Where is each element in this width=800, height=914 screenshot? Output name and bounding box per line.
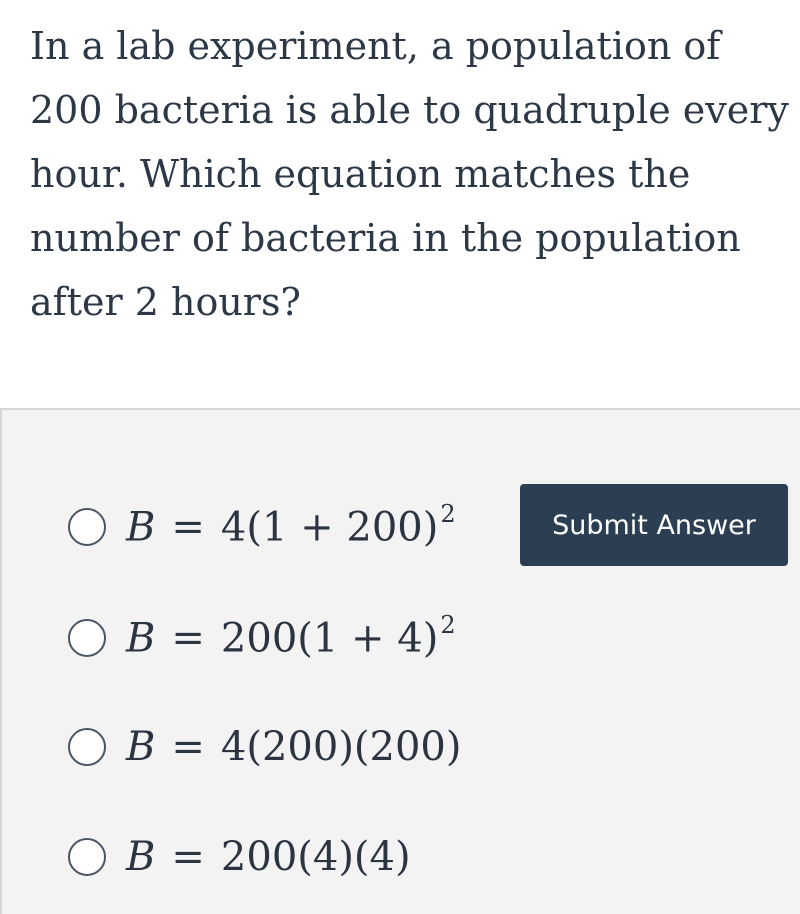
choice-option-2[interactable] [68,608,456,668]
radio-button[interactable] [68,619,106,657]
question-text: In a lab experiment, a population of 200 bacteria is able to quadruple every hour. Which equation matches the number of bacteria in the population after 2 hours? [30,24,789,324]
equation-variable: B [126,504,156,551]
radio-button[interactable] [68,838,106,876]
choice-option-1[interactable] [68,497,456,557]
equation-expression: 200(1 + 4) [220,615,439,662]
equation-expression: 200(4)(4) [220,834,411,880]
choice-equation [126,724,462,770]
choice-equation [126,610,456,662]
equals-sign: = [171,615,205,662]
equation-variable: B [126,724,156,770]
equation-expression: 4(200)(200) [220,724,462,770]
radio-button[interactable] [68,728,106,766]
choice-option-4[interactable] [68,827,411,887]
equation-variable: B [126,615,156,662]
equation-expression: 4(1 + 200) [220,504,439,551]
equation-variable: B [126,834,156,880]
equals-sign: = [171,834,205,880]
equation-exponent: 2 [440,610,456,639]
equals-sign: = [171,504,205,551]
equals-sign: = [171,724,205,770]
choice-equation [126,834,411,880]
choice-option-3[interactable] [68,717,462,777]
equation-exponent: 2 [440,499,456,528]
submit-answer-button[interactable]: Submit Answer [520,484,788,566]
choice-equation [126,499,456,551]
radio-button[interactable] [68,508,106,546]
